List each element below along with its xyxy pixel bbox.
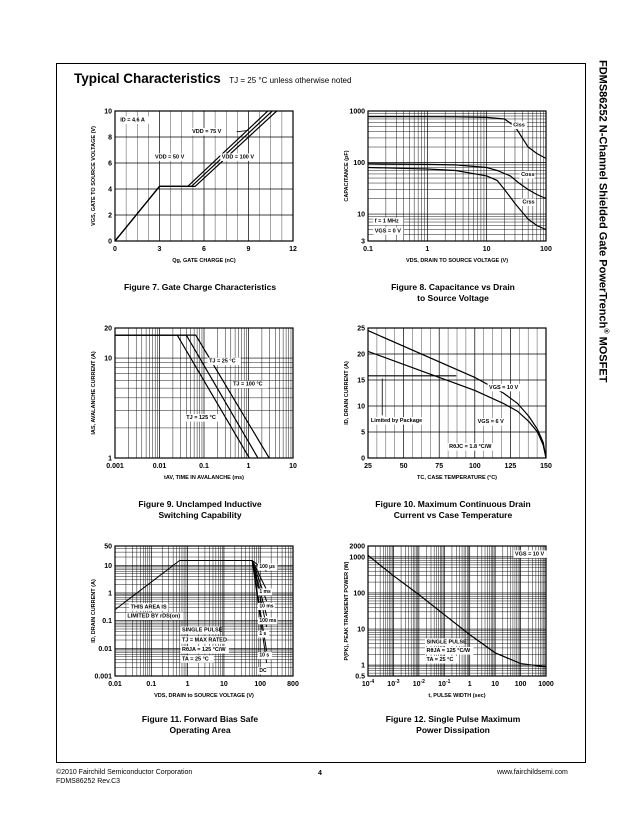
series-label-tj100: TJ = 100 °C <box>233 381 263 388</box>
x-tick-label: 800 <box>287 681 299 688</box>
y-tick-label: 0.1 <box>102 618 112 626</box>
x-tick-label: 0.1 <box>363 246 373 253</box>
x-tick-label: 0.1 <box>146 681 157 688</box>
y-tick-label: 5 <box>361 429 365 437</box>
x-axis-label: VDS, DRAIN to SOURCE VOLTAGE (V) <box>154 693 254 699</box>
y-tick-label: 3 <box>361 238 365 246</box>
y-tick-label: 1 <box>108 590 112 598</box>
x-tick-label: 1 <box>425 246 430 253</box>
x-tick-label: 150 <box>540 463 552 470</box>
footer-revision: FDMS86252 Rev.C3 <box>56 778 121 785</box>
annotation-tj: TJ = MAX RATED <box>181 637 227 644</box>
figure-7-caption <box>85 282 315 293</box>
y-tick-label: 0.5 <box>355 673 365 681</box>
x-tick-label: 1 <box>467 681 472 688</box>
annotation-single-pulse: SINGLE PULSE <box>426 639 467 646</box>
series-label-sao: 1 s <box>259 631 267 638</box>
x-axis-label: t, PULSE WIDTH (sec) <box>428 693 486 699</box>
x-tick-label: 1000 <box>538 681 554 688</box>
series-label-ciss: Ciss <box>513 122 525 129</box>
series-label-sao: 100 μs <box>259 564 275 571</box>
series-label-sao: DC <box>259 667 267 674</box>
annotation-rthjc: RθJC = 1.8 °C/W <box>449 444 492 451</box>
y-tick-label: 0 <box>108 238 112 246</box>
y-tick-label: 6 <box>108 160 112 168</box>
side-title-text <box>596 60 609 382</box>
registered-mark: ® <box>602 328 609 334</box>
caption-line: Figure 8. Capacitance vs Drain <box>391 282 515 292</box>
x-tick-label: 100 <box>254 681 267 688</box>
x-tick-label: 12 <box>289 246 297 253</box>
x-axis-label: TC, CASE TEMPERATURE (°C) <box>416 475 498 481</box>
y-tick-label: 10 <box>104 562 112 570</box>
figure-7-gate-charge-chart <box>85 105 315 275</box>
x-tick-label: 0.01 <box>108 681 122 688</box>
series-label-vdd50: VDD = 50 V <box>155 154 185 161</box>
figure-11-safe-operating-area-chart <box>85 540 315 710</box>
y-tick-label: 20 <box>357 351 365 359</box>
x-tick-label: 0.01 <box>152 463 167 470</box>
x-tick-label: $10^{-4}$ <box>361 679 375 688</box>
footer-website: www.fairchildsemi.com <box>497 769 568 776</box>
x-tick-label: 1 <box>246 463 251 470</box>
x-axis-label: tAV, TIME IN AVALANCHE (ms) <box>164 475 244 481</box>
annotation-frequency: f = 1 MHz <box>374 218 399 225</box>
caption-line: Figure 10. Maximum Continuous Drain <box>375 499 531 509</box>
x-tick-label: 1 <box>185 681 190 688</box>
series-label-package: Limited by Package <box>370 418 423 425</box>
y-tick-label: 8 <box>108 134 112 142</box>
series-label-vgs6: VGS = 6 V <box>477 419 504 426</box>
y-axis-label: ID, DRAIN CURRENT (A) <box>344 361 350 425</box>
annotation-vgs: VGS = 0 V <box>374 228 401 235</box>
series-label-sao: 1 ms <box>259 589 271 596</box>
y-tick-label: 2000 <box>349 543 365 551</box>
y-tick-label: 10 <box>104 108 112 116</box>
caption-line: Figure 11. Forward Bias Safe <box>141 714 259 724</box>
section-heading <box>74 70 351 88</box>
side-title-end: MOSFET <box>596 333 609 383</box>
y-tick-label: 1 <box>361 662 365 670</box>
y-axis-label: VGS, GATE TO SOURCE VOLTAGE (V) <box>91 126 97 226</box>
section-title: Typical Characteristics <box>74 71 221 86</box>
x-tick-label: 100 <box>468 463 481 470</box>
x-tick-label: 9 <box>246 246 251 253</box>
y-tick-label: 1000 <box>349 554 365 562</box>
caption-line: to Source Voltage <box>417 293 489 303</box>
caption-line: Power Dissipation <box>416 725 490 735</box>
series-label-vgs10: VGS = 10 V <box>514 551 545 558</box>
series-label-sao: 10 ms <box>259 603 274 610</box>
y-tick-label: 0 <box>361 455 365 463</box>
annotation-ta: TA = 25 °C <box>181 656 209 663</box>
x-tick-label: 10 <box>289 463 297 470</box>
caption-line: Figure 9. Unclamped Inductive <box>138 499 262 509</box>
annotation-single-pulse: SINGLE PULSE <box>181 627 223 634</box>
figure-8-capacitance-chart <box>338 105 568 275</box>
x-tick-label: 3 <box>157 246 162 253</box>
figure-8-caption <box>338 282 568 304</box>
y-tick-label: 4 <box>108 186 112 194</box>
caption-line: Figure 7. Gate Charge Characteristics <box>123 282 277 292</box>
x-tick-label: 100 <box>514 681 527 688</box>
y-tick-label: 0.001 <box>94 673 112 681</box>
annotation-rdson: LIMITED BY rDS(on) <box>127 613 181 620</box>
caption-line: Current vs Case Temperature <box>393 510 513 520</box>
y-tick-label: 25 <box>357 325 365 333</box>
series-label-tj25: TJ = 25 °C <box>209 358 236 365</box>
y-tick-label: 100 <box>353 590 365 598</box>
y-axis-label: CAPACITANCE (pF) <box>344 150 350 202</box>
y-tick-label: 10 <box>357 403 365 411</box>
annotation-ta: TA = 25 °C <box>426 657 454 664</box>
figure-12-pulse-power-chart <box>338 540 568 710</box>
side-title <box>596 60 609 440</box>
series-line-2 <box>368 164 546 199</box>
y-axis-label: ID, DRAIN CURRENT (A) <box>91 579 97 643</box>
x-tick-label: 0.001 <box>106 463 124 470</box>
x-tick-label: 0.1 <box>199 463 209 470</box>
figure-10-drain-current-chart <box>338 322 568 492</box>
series-label-vgs10: VGS = 10 V <box>489 384 519 391</box>
series-label-coss: Coss <box>521 171 535 178</box>
x-tick-label: $10^{-3}$ <box>387 679 400 688</box>
x-tick-label: $10^{-2}$ <box>412 679 425 688</box>
x-tick-label: 50 <box>399 463 408 470</box>
x-tick-label: 75 <box>435 463 444 470</box>
section-condition: TJ = 25 °C unless otherwise noted <box>229 76 352 85</box>
x-tick-label: 25 <box>364 463 372 470</box>
y-tick-label: 2 <box>108 212 112 220</box>
x-tick-label: 0 <box>113 246 117 253</box>
caption-line: Switching Capability <box>158 510 242 520</box>
series-label-vdd75: VDD = 75 V <box>192 129 222 136</box>
x-tick-label: $10^{-1}$ <box>438 679 451 688</box>
y-tick-label: 10 <box>104 355 112 363</box>
y-axis-label: IAS, AVALANCHE CURRENT (A) <box>91 351 97 435</box>
y-tick-label: 1 <box>108 455 112 463</box>
y-tick-label: 10 <box>357 626 365 634</box>
annotation-id: ID = 4.6 A <box>120 117 145 124</box>
figure-12-caption <box>338 714 568 736</box>
series-label-crss: Crss <box>522 199 535 206</box>
annotation-rthja: RθJA = 125 °C/W <box>181 647 226 654</box>
figure-9-caption <box>85 499 315 521</box>
caption-line: Operating Area <box>169 725 231 735</box>
x-tick-label: 10 <box>491 681 500 688</box>
x-tick-label: 10 <box>482 246 491 253</box>
series-group <box>368 117 546 230</box>
x-tick-label: 100 <box>540 246 552 253</box>
series-label-sao: 10 s <box>259 652 270 659</box>
annotation-limited: THIS AREA IS <box>130 604 167 611</box>
x-axis-label: Qg, GATE CHARGE (nC) <box>172 258 236 264</box>
y-tick-label: 10 <box>357 211 365 219</box>
x-axis-label: VDS, DRAIN TO SOURCE VOLTAGE (V) <box>405 258 509 264</box>
y-tick-label: 50 <box>104 543 112 551</box>
y-axis-label: P(PK), PEAK TRANSIENT POWER (W) <box>344 561 350 661</box>
figure-10-caption <box>338 499 568 521</box>
y-tick-label: 100 <box>353 160 365 168</box>
figure-11-caption <box>85 714 315 736</box>
annotation-rthja: RθJA = 125 °C/W <box>426 648 471 655</box>
series-label-vdd100: VDD = 100 V <box>221 154 255 161</box>
y-tick-label: 20 <box>104 325 112 333</box>
side-title-main: FDMS86252 N-Channel Shielded Gate PowerTrench <box>596 60 609 329</box>
figure-9-avalanche-chart <box>85 322 315 492</box>
x-tick-label: 125 <box>504 463 517 470</box>
series-label-tj125: TJ = 125 °C <box>186 415 216 422</box>
footer-page-number: 4 <box>318 770 322 777</box>
x-tick-label: 6 <box>202 246 206 253</box>
y-tick-label: 15 <box>357 377 365 385</box>
caption-line: Figure 12. Single Pulse Maximum <box>385 714 521 724</box>
y-tick-label: 0.01 <box>98 645 112 653</box>
x-tick-label: 10 <box>220 681 228 688</box>
y-tick-label: 1000 <box>349 108 365 116</box>
footer-copyright: ©2010 Fairchild Semiconductor Corporation <box>56 769 193 776</box>
series-label-sao: 100 ms <box>259 617 277 624</box>
